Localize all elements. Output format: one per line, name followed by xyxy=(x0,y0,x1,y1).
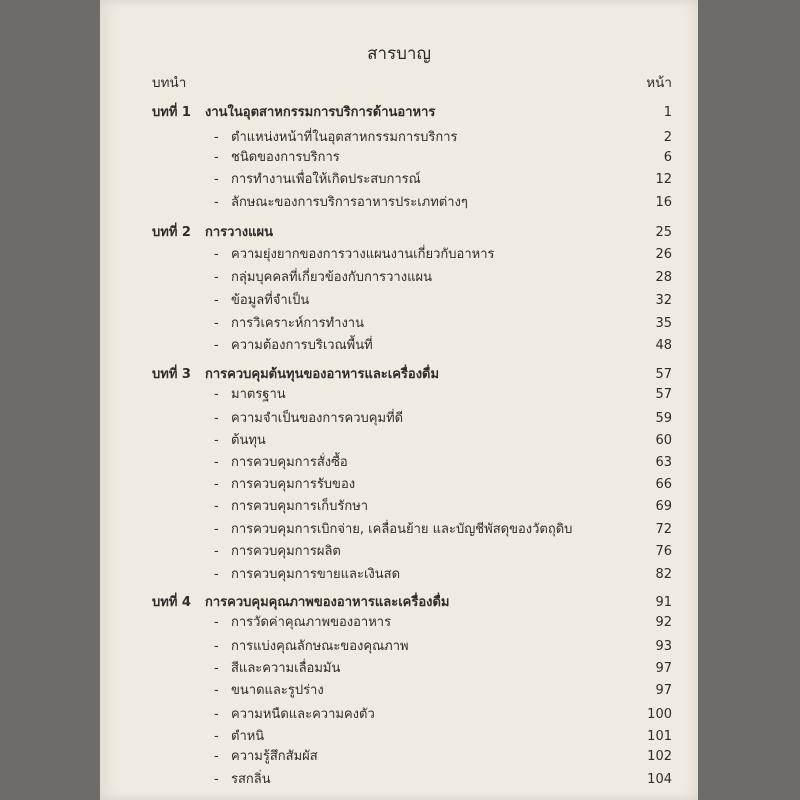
section-dash: - xyxy=(214,567,219,582)
chapter-row xyxy=(152,593,672,613)
chapter-title: งานในอุตสาหกรรมการบริการด้านอาหาร xyxy=(205,105,436,120)
section-dash: - xyxy=(214,316,219,331)
chapter-title: การควบคุมคุณภาพของอาหารและเครื่องดื่ม xyxy=(205,595,450,610)
chapter-title: การควบคุมต้นทุนของอาหารและเครื่องดื่ม xyxy=(205,367,440,382)
section-page-number: 6 xyxy=(663,150,672,165)
section-row xyxy=(152,148,672,168)
section-dash: - xyxy=(214,455,219,470)
section-page-number: 63 xyxy=(655,455,672,470)
section-title: ชนิดของการบริการ xyxy=(231,150,340,165)
section-title: การวัดค่าคุณภาพของอาหาร xyxy=(231,615,392,630)
section-dash: - xyxy=(214,683,219,698)
section-page-number: 2 xyxy=(663,130,672,145)
section-row xyxy=(152,770,672,790)
section-dash: - xyxy=(214,247,219,262)
section-page-number: 59 xyxy=(655,411,672,426)
section-page-number: 92 xyxy=(655,615,672,630)
section-title: การแบ่งคุณลักษณะของคุณภาพ xyxy=(231,639,409,654)
section-page-number: 101 xyxy=(647,729,672,744)
section-row xyxy=(152,520,672,540)
section-title: การควบคุมการรับของ xyxy=(231,477,356,492)
section-dash: - xyxy=(214,293,219,308)
section-page-number: 93 xyxy=(655,639,672,654)
section-row xyxy=(152,170,672,190)
section-title: ความรู้สึกสัมผัส xyxy=(231,749,318,764)
section-title: การวิเคราะห์การทำงาน xyxy=(231,316,364,331)
chapter-page-number: 1 xyxy=(663,105,672,120)
section-page-number: 35 xyxy=(655,316,672,331)
section-title: ความต้องการบริเวณพื้นที่ xyxy=(231,338,373,353)
section-row xyxy=(152,314,672,334)
section-title: มาตรฐาน xyxy=(231,387,286,402)
chapter-row xyxy=(152,223,672,243)
section-row xyxy=(152,705,672,725)
section-page-number: 76 xyxy=(655,544,672,559)
section-page-number: 104 xyxy=(647,772,672,787)
section-title: การควบคุมการผลิต xyxy=(231,544,341,559)
section-dash: - xyxy=(214,477,219,492)
section-page-number: 82 xyxy=(655,567,672,582)
section-title: การควบคุมการขายและเงินสด xyxy=(231,567,401,582)
section-title: การควบคุมการสั่งซื้อ xyxy=(231,455,348,470)
section-page-number: 32 xyxy=(655,293,672,308)
section-page-number: 100 xyxy=(647,707,672,722)
chapter-page-number: 57 xyxy=(655,367,672,382)
section-page-number: 69 xyxy=(655,499,672,514)
section-row xyxy=(152,497,672,517)
section-dash: - xyxy=(214,522,219,537)
section-dash: - xyxy=(214,433,219,448)
section-title: ขนาดและรูปร่าง xyxy=(231,683,324,698)
section-page-number: 97 xyxy=(655,683,672,698)
section-page-number: 102 xyxy=(647,749,672,764)
section-row xyxy=(152,385,672,405)
section-dash: - xyxy=(214,544,219,559)
section-title: ความจำเป็นของการควบคุมที่ดี xyxy=(231,411,404,426)
section-page-number: 97 xyxy=(655,661,672,676)
section-row xyxy=(152,193,672,213)
section-dash: - xyxy=(214,172,219,187)
section-row xyxy=(152,565,672,585)
section-row xyxy=(152,727,672,747)
section-dash: - xyxy=(214,749,219,764)
section-title: ตำหนิ xyxy=(231,729,265,744)
section-dash: - xyxy=(214,499,219,514)
chapter-row xyxy=(152,365,672,385)
section-row xyxy=(152,613,672,633)
section-dash: - xyxy=(214,661,219,676)
section-dash: - xyxy=(214,772,219,787)
chapter-number: บทที่ 4 xyxy=(152,595,191,610)
book-page xyxy=(100,0,698,800)
section-title: สีและความเลื่อมมัน xyxy=(231,661,341,676)
section-title: กลุ่มบุคคลที่เกี่ยวข้องกับการวางแผน xyxy=(231,270,432,285)
section-row xyxy=(152,453,672,473)
section-dash: - xyxy=(214,338,219,353)
section-dash: - xyxy=(214,195,219,210)
section-row xyxy=(152,659,672,679)
section-title: ลักษณะของการบริการอาหารประเภทต่างๆ xyxy=(231,195,468,210)
section-title: การทำงานเพื่อให้เกิดประสบการณ์ xyxy=(231,172,421,187)
section-row xyxy=(152,128,672,148)
section-dash: - xyxy=(214,639,219,654)
section-dash: - xyxy=(214,411,219,426)
section-page-number: 72 xyxy=(655,522,672,537)
section-row xyxy=(152,475,672,495)
section-row xyxy=(152,409,672,429)
page-column-label: หน้า xyxy=(646,75,672,91)
section-page-number: 66 xyxy=(655,477,672,492)
section-page-number: 26 xyxy=(655,247,672,262)
page-title: สารบาญ xyxy=(367,44,431,64)
section-page-number: 57 xyxy=(655,387,672,402)
section-dash: - xyxy=(214,729,219,744)
section-row xyxy=(152,542,672,562)
toc-header-row xyxy=(152,73,672,93)
section-row xyxy=(152,681,672,701)
section-dash: - xyxy=(214,707,219,722)
section-row xyxy=(152,268,672,288)
section-dash: - xyxy=(214,387,219,402)
chapter-number: บทที่ 2 xyxy=(152,225,191,240)
section-title: รสกลิ่น xyxy=(231,772,271,787)
section-page-number: 16 xyxy=(655,195,672,210)
section-title: ความยุ่งยากของการวางแผนงานเกี่ยวกับอาหาร xyxy=(231,247,495,262)
section-page-number: 12 xyxy=(655,172,672,187)
chapter-title: การวางแผน xyxy=(205,225,273,240)
chapter-page-number: 25 xyxy=(655,225,672,240)
section-dash: - xyxy=(214,150,219,165)
section-dash: - xyxy=(214,270,219,285)
section-page-number: 28 xyxy=(655,270,672,285)
intro-label: บทนำ xyxy=(152,75,187,91)
section-row xyxy=(152,431,672,451)
section-title: ต้นทุน xyxy=(231,433,266,448)
chapter-row xyxy=(152,103,672,123)
section-page-number: 60 xyxy=(655,433,672,448)
section-row xyxy=(152,747,672,767)
section-title: ตำแหน่งหน้าที่ในอุตสาหกรรมการบริการ xyxy=(231,130,458,145)
section-page-number: 48 xyxy=(655,338,672,353)
section-row xyxy=(152,291,672,311)
section-dash: - xyxy=(214,615,219,630)
section-row xyxy=(152,245,672,265)
section-title: การควบคุมการเก็บรักษา xyxy=(231,499,369,514)
chapter-number: บทที่ 1 xyxy=(152,105,191,120)
section-title: ความหนืดและความคงตัว xyxy=(231,707,375,722)
section-title: ข้อมูลที่จำเป็น xyxy=(231,293,310,308)
section-row xyxy=(152,637,672,657)
chapter-page-number: 91 xyxy=(655,595,672,610)
chapter-number: บทที่ 3 xyxy=(152,367,191,382)
section-title: การควบคุมการเบิกจ่าย, เคลื่อนย้าย และบัญชีพัสดุของวัตถุดิบ xyxy=(231,522,573,537)
section-dash: - xyxy=(214,130,219,145)
section-row xyxy=(152,336,672,356)
